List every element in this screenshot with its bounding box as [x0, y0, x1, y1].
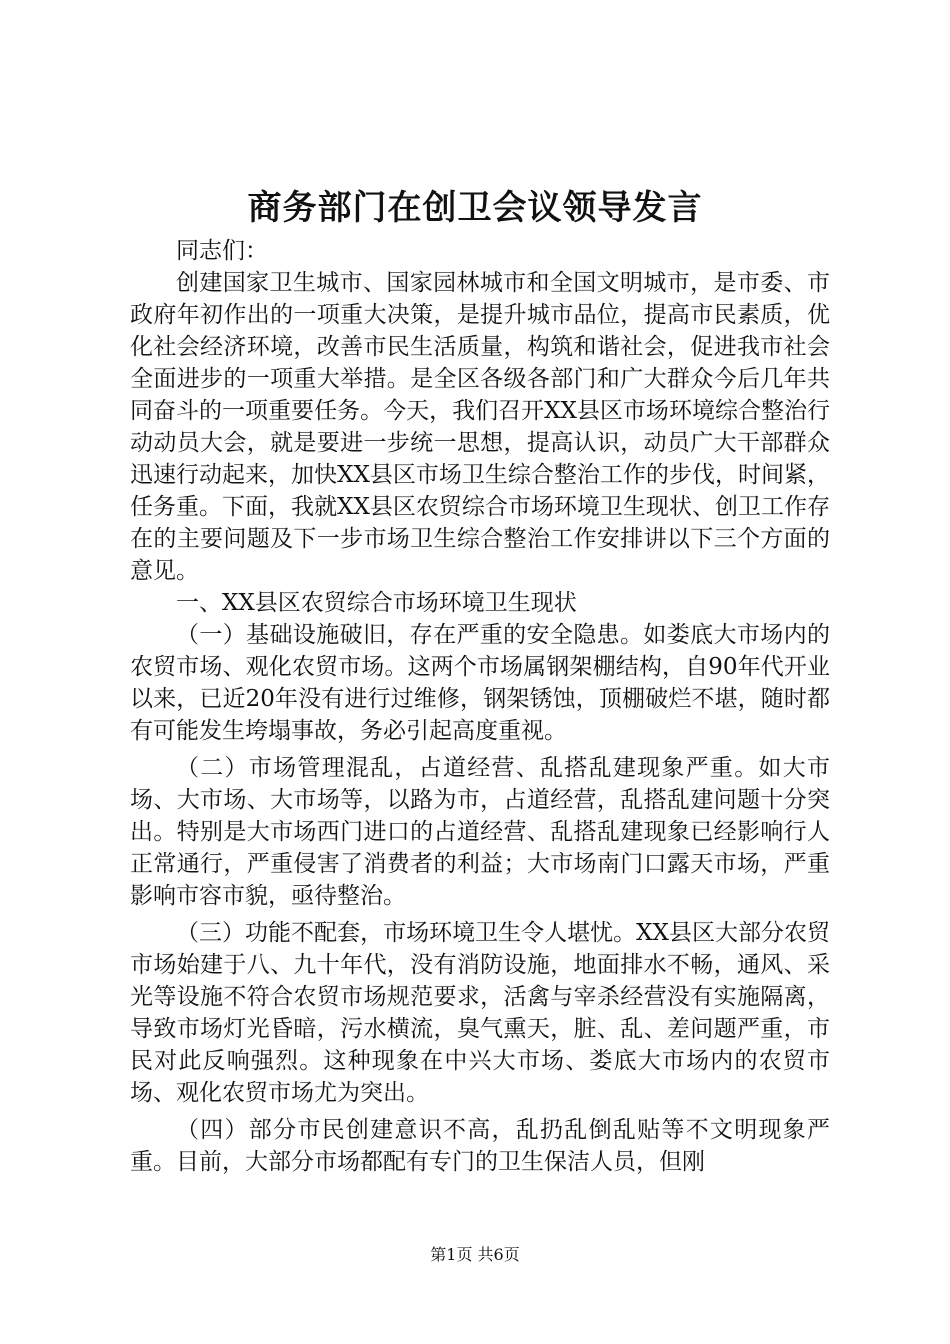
section-heading: 一、XX县区农贸综合市场环境卫生现状	[176, 590, 577, 616]
document-title: 商务部门在创卫会议领导发言	[247, 188, 703, 228]
item-paragraph-1: （一）基础设施破旧，存在严重的安全隐患。如娄底大市场内的农贸市场、观化农贸市场。这两个市场属钢架棚结构，自90年代开业以来，已近20年没有进行过维修，钢架锈蚀，顶棚破烂不堪，随时都有可能发生垮塌事故，务必引起高度重视。	[130, 622, 830, 744]
item-paragraph-2: （二）市场管理混乱，占道经营、乱搭乱建现象严重。如大市场、大市场、大市场等，以路为市，占道经营，乱搭乱建问题十分突出。特别是大市场西门进口的占道经营、乱搭乱建现象已经影响行人正常通行，严重侵害了消费者的利益；大市场南门口露天市场，严重影响市容市貌，亟待整治。	[130, 755, 830, 909]
item-paragraph-3: （三）功能不配套，市场环境卫生令人堪忧。XX县区大部分农贸市场始建于八、九十年代，没有消防设施，地面排水不畅，通风、采光等设施不符合农贸市场规范要求，活禽与宰杀经营没有实施隔离，导致市场灯光昏暗，污水横流，臭气熏天，脏、乱、差问题严重，市民对此反响强烈。这种现象在中兴大市场、娄底大市场内的农贸市场、观化农贸市场尤为突出。	[130, 920, 830, 1106]
item-paragraph-4: （四）部分市民创建意识不高，乱扔乱倒乱贴等不文明现象严重。目前，大部分市场都配有专门的卫生保洁人员，但刚	[130, 1117, 830, 1175]
greeting-paragraph: 同志们：	[176, 238, 268, 264]
intro-paragraph: 创建国家卫生城市、国家园林城市和全国文明城市，是市委、市政府年初作出的一项重大决策，是提升城市品位，提高市民素质，优化社会经济环境，改善市民生活质量，构筑和谐社会，促进我市社会全面进步的一项重大举措。是全区各级各部门和广大群众今后几年共同奋斗的一项重要任务。今天，我们召开XX县区市场环境综合整治行动动员大会，就是要进一步统一思想，提高认识，动员广大干部群众迅速行动起来，加快XX县区市场卫生综合整治工作的步伐，时间紧，任务重。下面，我就XX县区农贸综合市场环境卫生现状、创卫工作存在的主要问题及下一步市场卫生综合整治工作安排讲以下三个方面的意见。	[130, 270, 830, 584]
document-body	[130, 235, 830, 1178]
page-footer: 第1页 共6页	[430, 1245, 520, 1264]
